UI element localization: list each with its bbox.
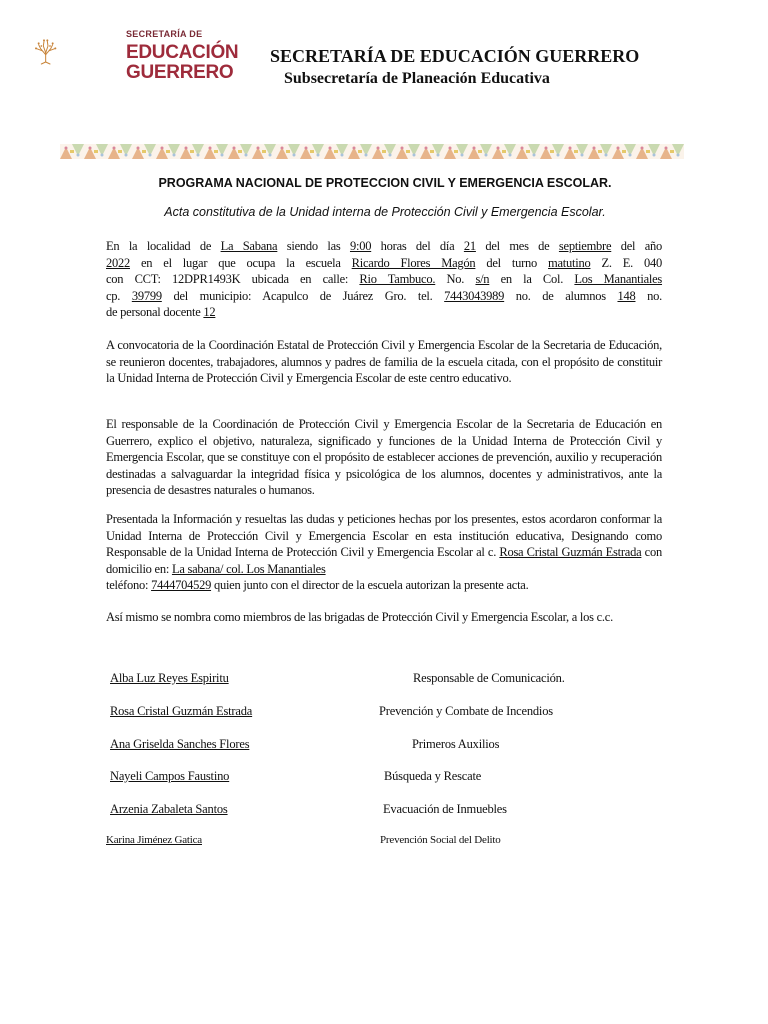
paragraph-designation — [106, 511, 662, 594]
text: del año — [611, 239, 662, 253]
address-value: La sabana/ col. Los Manantiales — [171, 561, 326, 576]
page-title: SECRETARÍA DE EDUCACIÓN GUERRERO — [270, 46, 640, 66]
brigade-role: Primeros Auxilios — [412, 737, 500, 751]
month-value: septiembre — [558, 239, 612, 253]
text: de personal docente — [106, 305, 204, 319]
text: horas del día — [371, 239, 464, 253]
day-value: 21 — [463, 239, 476, 253]
postal-code-value: 39799 — [131, 288, 162, 303]
text: en la Col. — [489, 272, 575, 286]
colony-value: Los Manantiales — [574, 272, 663, 286]
document-title: PROGRAMA NACIONAL DE PROTECCION CIVIL Y EMERGENCIA ESCOLAR. — [158, 176, 612, 190]
page-subtitle: Subsecretaría de Planeación Educativa — [284, 70, 550, 87]
year-value: 2022 — [106, 255, 130, 270]
text: Z. E. 040 — [590, 255, 662, 270]
phone-value: 7443043989 — [444, 288, 505, 303]
logo-line-2: EDUCACIÓN — [126, 42, 239, 63]
locality-value: La Sabana — [220, 239, 278, 253]
staff-value: 12 — [203, 305, 216, 319]
logo-line-3: GUERRERO — [126, 62, 234, 83]
text: con domicilio en: — [106, 545, 662, 576]
responsible-name: Rosa Cristal Guzmán Estrada — [499, 545, 642, 559]
brigade-member-name: Nayeli Campos Faustino — [110, 769, 230, 783]
brigade-member-name: Rosa Cristal Guzmán Estrada — [110, 704, 253, 718]
responsible-phone: 7444704529 — [151, 578, 212, 592]
brigade-role: Responsable de Comunicación. — [413, 671, 565, 685]
text: quien junto con el director de la escuela autorizan la presente acta. — [211, 578, 529, 592]
paragraph-convocation: A convocatoria de la Coordinación Estatal de Protección Civil y Emergencia Escolar de la Secretaria de Educación, se reunieron docentes, trabajadores, alumnos y padres de familia de la escuela citada, con el propósito de constituir la Unidad Interna de Protección Civil y Emergencia Escolar de este centro educativo. — [106, 338, 662, 385]
logo-text — [126, 30, 238, 82]
brigade-role: Prevención Social del Delito — [380, 834, 501, 846]
text: del turno — [475, 255, 549, 270]
brigade-member-name: Alba Luz Reyes Espiritu — [110, 671, 229, 685]
brigade-role: Evacuación de Inmuebles — [383, 802, 507, 816]
text: No. — [435, 272, 476, 286]
shift-value: matutino — [548, 255, 591, 270]
text: teléfono: — [106, 578, 152, 592]
time-value: 9:00 — [349, 239, 372, 253]
text: En la localidad de — [106, 239, 221, 253]
brigade-member-name: Karina Jiménez Gatica — [106, 834, 202, 846]
text: siendo las — [277, 239, 350, 253]
text: Presentada la Información y resueltas las dudas y peticiones hechas por los presentes, estos acordaron conformar la Unidad Interna de Protección Civil y Emergencia Escolar en esta institución educativa, Designando como Responsable de la Unidad Interna de Protección Civil y Emergencia Escolar al c. — [106, 512, 662, 559]
text: del mes de — [475, 239, 559, 253]
text: del municipio: Acapulco de Juárez Gro. tel. — [161, 288, 445, 303]
text: no. de alumnos — [504, 288, 618, 303]
brigade-role: Búsqueda y Rescate — [384, 769, 482, 783]
school-value: Ricardo Flores Magón — [351, 255, 476, 270]
text: no. — [635, 288, 662, 303]
decorative-pattern-band — [60, 144, 684, 159]
logo-line-1: SECRETARÍA DE — [126, 29, 203, 39]
street-value: Rio Tambuco. — [359, 272, 436, 286]
document-subtitle: Acta constitutiva de la Unidad interna de Protección Civil y Emergencia Escolar. — [164, 205, 606, 219]
text: en el lugar que ocupa la escuela — [130, 255, 352, 270]
text: con CCT: 12DPR1493K ubicada en calle: — [106, 272, 360, 286]
paragraph-responsible: El responsable de la Coordinación de Protección Civil y Emergencia Escolar de la Secretaria de Educación en Guerrero, explico el objetivo, naturaleza, significado y funciones de la Unidad Interna de Protección Civil y Emergencia Escolar, que se constituye con el propósito de establecer acciones de prevención, auxilio y recuperación destinadas a salvaguardar la integridad física y psicológica de los alumnos, docentes y administrativos, ante la presencia de desastres naturales o humanos. — [106, 417, 662, 497]
number-value: s/n — [475, 272, 490, 286]
brigade-role: Prevención y Combate de Incendios — [379, 704, 553, 718]
paragraph-brigades-intro: Así mismo se nombra como miembros de las brigadas de Protección Civil y Emergencia Escolar, a los c.c. — [106, 610, 613, 624]
text: cp. — [106, 288, 132, 303]
brigade-member-name: Ana Griselda Sanches Flores — [110, 737, 250, 751]
tree-emblem-icon — [34, 14, 104, 90]
intro-paragraph — [106, 238, 662, 321]
students-value: 148 — [617, 288, 636, 303]
brigade-member-name: Arzenia Zabaleta Santos — [110, 802, 228, 816]
